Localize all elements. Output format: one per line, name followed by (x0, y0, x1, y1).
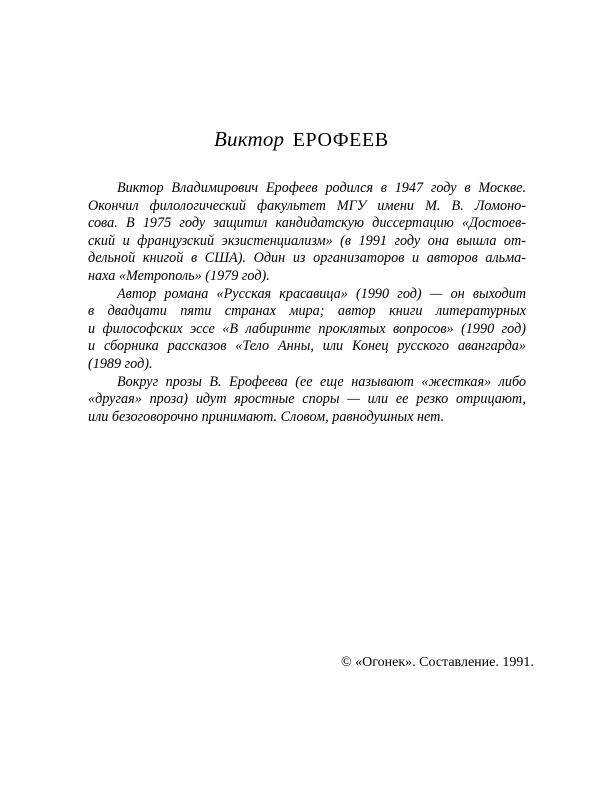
bio-line: или безоговорочно принимают. Словом, равнодушных нет. (88, 408, 445, 425)
bio-line: и философских эссе «В лабиринте проклятых вопросов» (1990 год) (88, 320, 526, 337)
bio-line: Окончил филологический факультет МГУ имени М. В. Ломоно- (88, 197, 526, 214)
bio-line: Вокруг прозы В. Ерофеева (ее еще называют «жесткая» либо (117, 373, 526, 390)
bio-line: сова. В 1975 году защитил кандидатскую диссертацию «Достоев- (88, 215, 526, 232)
bio-line: наха «Метрополь» (1979 год). (88, 267, 270, 284)
bio-line: Автор романа «Русская красавица» (1990 год) — он выходит (117, 285, 526, 302)
bio-line: (1989 год). (88, 355, 153, 372)
author-title (214, 127, 389, 152)
bio-line: дельной книгой в США). Один из организаторов и авторов альма- (88, 250, 526, 267)
bio-line: Виктор Владимирович Ерофеев родился в 1947 году в Москве. (117, 180, 526, 196)
bio-paragraph-2 (88, 286, 526, 374)
bio-paragraph-1 (88, 180, 526, 286)
author-surname: ЕРОФЕЕВ (292, 129, 389, 151)
bio-paragraph-3 (88, 374, 526, 427)
bio-line: в двадцати пяти странах мира; автор книги литературных (88, 303, 526, 320)
author-first-name: Виктор (214, 127, 285, 151)
bio-line: и сборника рассказов «Тело Анны, или Конец русского авангарда» (88, 338, 526, 355)
bio-line: ский и французский экзистенциализм» (в 1991 году она вышла от- (88, 232, 526, 249)
copyright-notice: © «Огонек». Составление. 1991. (341, 655, 534, 670)
bio-line: «другая» проза) идут яростные споры — или ее резко отрицают, (88, 391, 526, 408)
author-biography (88, 180, 526, 426)
